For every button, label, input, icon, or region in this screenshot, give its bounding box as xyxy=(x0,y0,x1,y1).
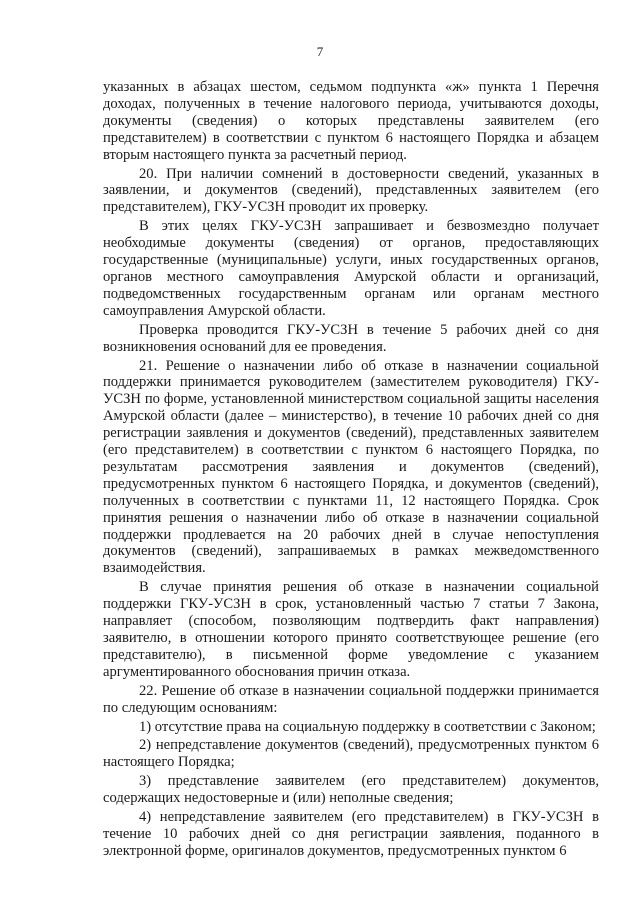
page-number: 7 xyxy=(316,44,324,59)
paragraph-continuation: указанных в абзацах шестом, седьмом подпункта «ж» пункта 1 Перечня доходах, полученных в течение налогового периода, учитываются доходы, документы (сведения) о которых представлены заявителем (его представителем) в соответствии с пунктом 6 настоящего Порядка и абзацем вторым настоящего пункта за расчетный период. xyxy=(103,79,599,163)
paragraph-item-20: 20. При наличии сомнений в достоверности сведений, указанных в заявлении, и документов (сведений), представленных заявителем (его представителем), ГКУ-УСЗН проводит их проверку. xyxy=(103,165,599,216)
paragraph-check-term: Проверка проводится ГКУ-УСЗН в течение 5 рабочих дней со дня возникновения оснований для ее проведения. xyxy=(103,321,599,355)
document-body xyxy=(103,79,599,862)
paragraph-item-22: 22. Решение об отказе в назначении социальной поддержки принимается по следующим основаниям: xyxy=(103,682,599,716)
list-item-2: 2) непредставление документов (сведений), предусмотренных пунктом 6 настоящего Порядка; xyxy=(103,737,599,771)
list-item-4: 4) непредставление заявителем (его представителем) в ГКУ-УСЗН в течение 10 рабочих дней со дня регистрации заявления, поданного в электронной форме, оригиналов документов, предусмотренных пунктом 6 xyxy=(103,809,599,859)
paragraph-item-21: 21. Решение о назначении либо об отказе в назначении социальной поддержки принимается руководителем (заместителем руководителя) ГКУ-УСЗН по форме, установленной министерством социальной защиты населения Амурской области (далее – министерство), в течение 10 рабочих дней со дня регистрации заявления и документов (сведений), представленных заявителем (его представителем) в соответствии с пунктом 6 настоящего Порядка, по результатам рассмотрения заявления и документов (сведений), предусмотренных пунктом 6 настоящего Порядка, и документов (сведений), полученных в соответствии с пунктами 11, 12 настоящего Порядка. Срок принятия решения о назначении либо об отказе в назначении социальной поддержки продлевается на 20 рабочих дней в случае непоступления документов (сведений), запрашиваемых в рамках межведомственного взаимодействия. xyxy=(103,357,599,577)
paragraph-refusal-notice: В случае принятия решения об отказе в назначении социальной поддержки ГКУ-УСЗН в срок, установленный частью 7 статьи 7 Закона, направляет (способом, позволяющим подтвердить факт направления) заявителю, в отношении которого принято соответствующее решение (его представителю), в письменной форме уведомление с указанием аргументированного обоснования причин отказа. xyxy=(103,579,599,680)
list-item-3: 3) представление заявителем (его представителем) документов, содержащих недостоверные и (или) неполные сведения; xyxy=(103,773,599,807)
paragraph-requests: В этих целях ГКУ-УСЗН запрашивает и безвозмездно получает необходимые документы (сведения) от органов, предоставляющих государственные (муниципальные) услуги, иных государственных органов, органов местного самоуправления Амурской области и организаций, подведомственных государственным органам или органам местного самоуправления Амурской области. xyxy=(103,218,599,319)
list-item-1: 1) отсутствие права на социальную поддержку в соответствии с Законом; xyxy=(139,718,596,735)
